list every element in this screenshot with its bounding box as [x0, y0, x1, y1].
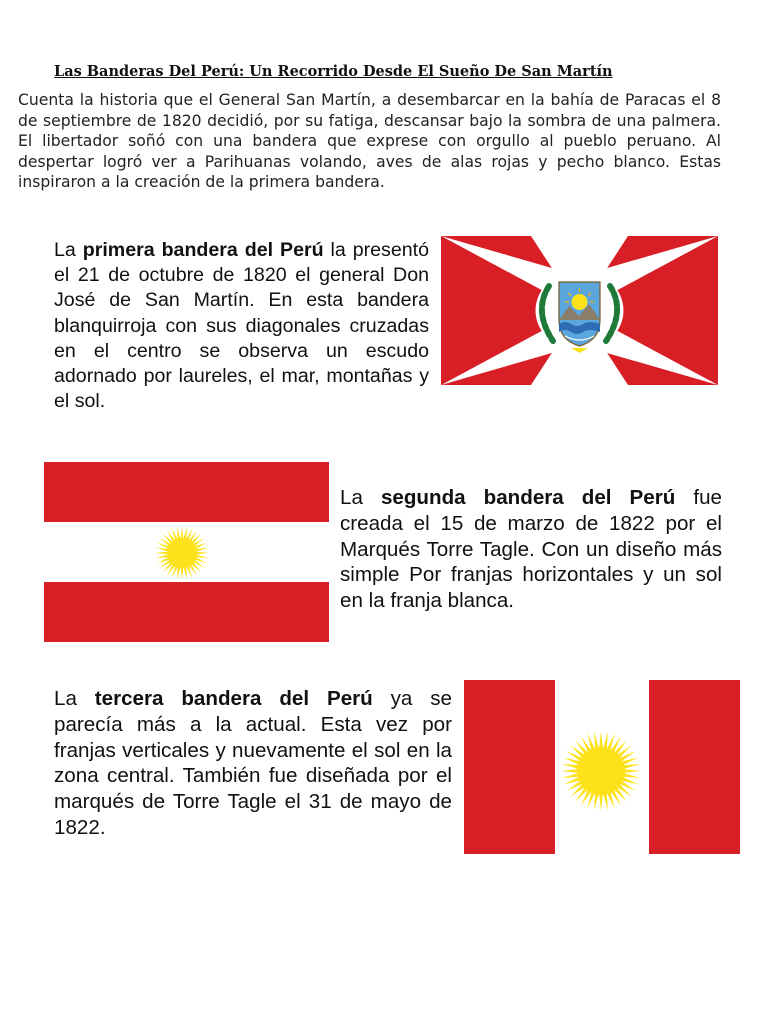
third-flag-description [54, 686, 452, 841]
lead-text: La [54, 687, 95, 710]
first-flag-image [441, 236, 718, 385]
second-flag-heading: segunda bandera del Perú [380, 486, 676, 509]
body-text: ya se parecía más a la actual. Esta vez por franjas verticales y nuevamente el sol en la zona central. También fue diseñada por el marqués de Torre Tagle el 31 de mayo de 1822. [54, 687, 452, 839]
third-flag-heading: tercera bandera del Perú [94, 687, 373, 710]
body-text: fue creada el 15 de marzo de 1822 por el Marqués Torre Tagle. Con un diseño más simple Por franjas horizontales y un sol en la franja blanca. [340, 486, 722, 613]
intro-paragraph: Cuenta la historia que el General San Martín, a desembarcar en la bahía de Paracas el 8 de septiembre de 1820 decidió, por su fatiga, descansar bajo la sombra de una palmera. El libertador soñó con una bandera que exprese con orgullo al pueblo peruano. Al despertar logró ver a Parihuanas volando, aves de alas rojas y pecho blanco. Estas inspiraron a la creación de la primera bandera. [18, 91, 721, 192]
sun-icon [155, 526, 209, 580]
first-flag-description [54, 238, 429, 414]
second-flag-image [44, 462, 329, 642]
body-text: la presentó el 21 de octubre de 1820 el general Don José de San Martín. En esta bandera blanquirroja con sus diagonales cruzadas en el centro se observa un escudo adornado por laureles, el mar, montañas y el sol. [54, 239, 429, 413]
third-flag-image [464, 680, 740, 854]
page-title: Las Banderas Del Perú: Un Recorrido Desde El Sueño De San Martín [54, 63, 613, 80]
lead-text: La [54, 239, 83, 261]
lead-text: La [340, 486, 381, 509]
first-flag-heading: primera bandera del Perú [82, 239, 324, 261]
second-flag-description [340, 485, 722, 614]
